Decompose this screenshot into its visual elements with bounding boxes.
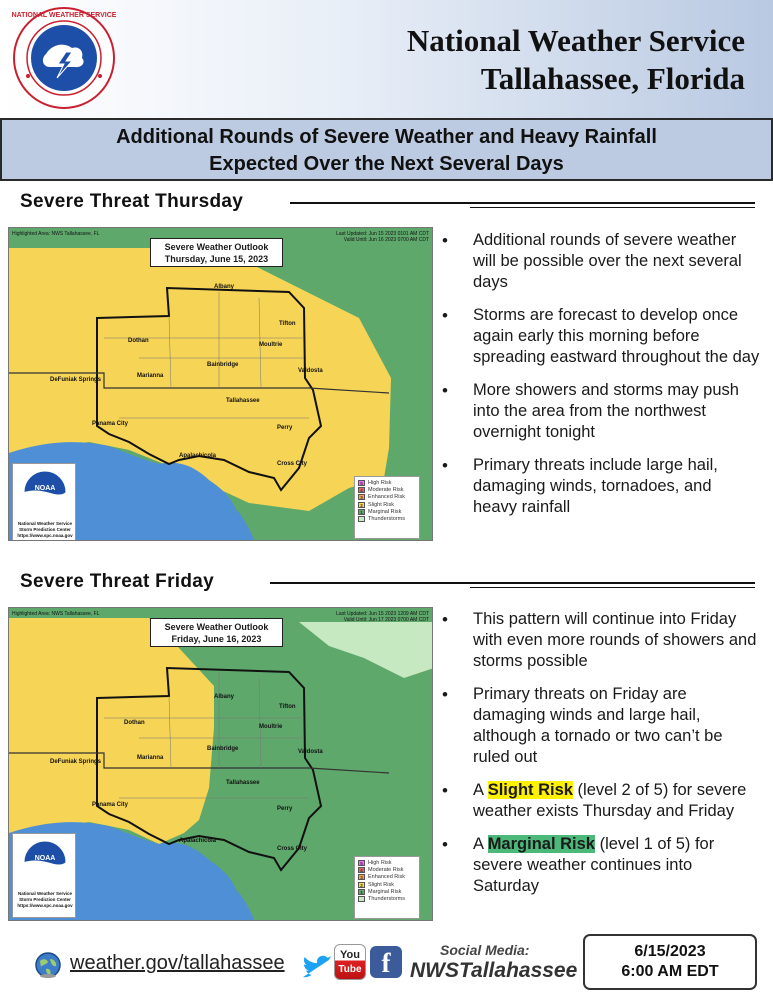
legend-row <box>358 486 416 493</box>
noaa-logo-icon <box>23 470 67 514</box>
risk-prefix: A <box>473 835 488 853</box>
section-rule <box>470 207 755 208</box>
website-link[interactable]: weather.gov/tallahassee <box>70 952 285 974</box>
city-label: Panama City <box>92 421 129 427</box>
city-label: Perry <box>277 806 293 812</box>
legend-row <box>358 888 416 895</box>
legend-swatch: 2 <box>358 502 365 508</box>
headline-banner <box>0 118 773 181</box>
city-label: Moultrie <box>259 342 283 348</box>
youtube-icon-text: Tube <box>338 964 362 975</box>
nws-logo <box>12 6 116 110</box>
legend-swatch <box>358 516 365 522</box>
noaa-logo-icon <box>23 840 67 884</box>
map-title: Severe Weather Outlook <box>164 622 269 632</box>
header-title <box>407 22 745 98</box>
section-heading-thursday: Severe Threat Thursday <box>20 191 244 212</box>
svg-text:NATIONAL WEATHER SERVICE: NATIONAL WEATHER SERVICE <box>12 12 116 19</box>
noaa-credit-box <box>12 463 76 541</box>
legend-swatch: 5 <box>358 860 365 866</box>
legend-row <box>358 859 416 866</box>
legend-label: Marginal Risk <box>368 888 402 895</box>
legend-row <box>358 895 416 902</box>
map-last-updated: Last Updated: Jun 15 2023 1209 AM CDT <box>336 611 429 617</box>
legend-row <box>358 866 416 873</box>
map-valid-until: Valid Until: Jun 17 2023 0700 AM CDT <box>343 617 429 623</box>
legend-row <box>358 494 416 501</box>
section-rule <box>470 587 755 588</box>
city-label: Dothan <box>124 720 145 726</box>
slight-risk-highlight: Slight Risk <box>487 781 573 799</box>
legend-swatch: 2 <box>358 882 365 888</box>
legend-label: Enhanced Risk <box>368 494 405 501</box>
city-label: Valdosta <box>298 749 323 755</box>
legend-label: Moderate Risk <box>368 486 404 493</box>
noaa-credit-box <box>12 833 76 918</box>
map-subtitle: Thursday, June 15, 2023 <box>164 254 269 264</box>
city-label: DeFuniak Springs <box>50 377 102 383</box>
legend-swatch: 1 <box>358 889 365 895</box>
section-rule <box>290 202 755 204</box>
legend-label: High Risk <box>368 479 392 486</box>
bullet-list-thursday <box>440 230 760 518</box>
bullet-item: • Primary threats on Friday are damaging winds and large hail, although a tornado or two can’t be ruled out <box>440 684 760 768</box>
city-label: Bainbridge <box>207 362 239 368</box>
facebook-icon[interactable]: f <box>370 946 402 978</box>
legend-swatch: 3 <box>358 874 365 880</box>
section-heading-friday: Severe Threat Friday <box>20 571 214 592</box>
legend-swatch: 5 <box>358 480 365 486</box>
map-last-updated: Last Updated: Jun 15 2023 0101 AM CDT <box>336 231 429 237</box>
map-title-box <box>150 238 283 267</box>
city-label: Valdosta <box>298 368 323 374</box>
city-label: Perry <box>277 425 293 431</box>
youtube-icon[interactable] <box>334 944 366 980</box>
city-label: Tifton <box>279 321 296 327</box>
noaa-credit-text <box>15 891 75 909</box>
city-label: Cross City <box>277 846 308 852</box>
legend-swatch: 1 <box>358 509 365 515</box>
headline-line2: Expected Over the Next Several Days <box>209 153 564 175</box>
issued-datetime-box <box>583 934 757 990</box>
issued-time: 6:00 AM EDT <box>621 963 719 980</box>
legend-label: Enhanced Risk <box>368 874 405 881</box>
outlook-map-thursday <box>8 227 433 541</box>
legend-swatch: 4 <box>358 487 365 493</box>
legend-row <box>358 874 416 881</box>
map-highlighted-area: Highlighted Area: NWS Tallahassee, FL <box>12 231 100 237</box>
map-title: Severe Weather Outlook <box>164 242 269 252</box>
noaa-line1: National Weather Service <box>18 521 72 526</box>
legend-label: Slight Risk <box>368 881 394 888</box>
svg-text:NOAA: NOAA <box>34 485 56 492</box>
bullet-item-marginal-risk <box>440 834 760 897</box>
section-rule <box>270 582 755 584</box>
legend-row <box>358 515 416 522</box>
map-title-box <box>150 618 283 647</box>
legend-label: Moderate Risk <box>368 866 404 873</box>
legend-row <box>358 501 416 508</box>
legend-row <box>358 479 416 486</box>
city-label: Albany <box>214 694 235 700</box>
city-label: Tallahassee <box>226 398 260 404</box>
svg-text:NOAA: NOAA <box>34 855 56 862</box>
map-highlighted-area: Highlighted Area: NWS Tallahassee, FL <box>12 611 100 617</box>
social-media-handle: NWSTallahassee <box>410 959 578 982</box>
legend-label: Slight Risk <box>368 501 394 508</box>
legend-label: High Risk <box>368 859 392 866</box>
legend-swatch <box>358 896 365 902</box>
legend-label: Marginal Risk <box>368 508 402 515</box>
risk-legend <box>354 856 420 919</box>
header-title-line2: Tallahassee, Florida <box>480 61 745 96</box>
header <box>0 0 773 118</box>
noaa-line3: https://www.spc.noaa.gov <box>17 533 73 538</box>
legend-swatch: 3 <box>358 494 365 500</box>
legend-label: Thunderstorms <box>368 516 405 523</box>
noaa-line2: Storm Prediction Center <box>19 527 71 532</box>
map-valid-until: Valid Until: Jun 16 2023 0700 AM CDT <box>343 237 429 243</box>
twitter-icon[interactable] <box>303 953 331 979</box>
city-label: Moultrie <box>259 724 283 730</box>
outlook-map-friday <box>8 607 433 921</box>
globe-icon <box>34 951 62 979</box>
city-label: DeFuniak Springs <box>50 759 102 765</box>
city-label: Tifton <box>279 704 296 710</box>
issued-date: 6/15/2023 <box>634 943 706 960</box>
bullet-item-slight-risk <box>440 780 760 822</box>
bullet-item: • More showers and storms may push into the area from the northwest overnight tonight <box>440 380 760 443</box>
bullet-list-friday <box>440 609 760 897</box>
marginal-risk-highlight: Marginal Risk <box>487 835 595 853</box>
risk-description: (level 1 of 5) for severe weather continues into Saturday <box>473 835 715 895</box>
risk-description: (level 2 of 5) for severe weather exists Thursday and Friday <box>473 781 747 820</box>
legend-swatch: 4 <box>358 867 365 873</box>
noaa-line3: https://www.spc.noaa.gov <box>17 903 73 908</box>
noaa-line1: National Weather Service <box>18 891 72 896</box>
city-label: Bainbridge <box>207 746 239 752</box>
headline-line1: Additional Rounds of Severe Weather and Heavy Rainfall <box>116 126 657 148</box>
legend-row <box>358 508 416 515</box>
risk-legend <box>354 476 420 539</box>
social-media-label: Social Media: <box>440 942 530 958</box>
city-label: Panama City <box>92 802 129 808</box>
header-title-line1: National Weather Service <box>406 23 745 58</box>
map-subtitle: Friday, June 16, 2023 <box>171 634 262 644</box>
youtube-icon-text: You <box>340 949 360 961</box>
bullet-item: • Primary threats include large hail, damaging winds, tornadoes, and heavy rainfall <box>440 455 760 518</box>
noaa-line2: Storm Prediction Center <box>19 897 71 902</box>
city-label: Apalachicola <box>179 838 217 844</box>
map-update-info <box>336 231 429 243</box>
map-update-info <box>336 611 429 623</box>
city-label: Cross City <box>277 461 308 467</box>
city-label: Dothan <box>128 338 149 344</box>
city-label: Marianna <box>137 373 164 379</box>
risk-prefix: A <box>473 781 488 799</box>
bullet-item: • This pattern will continue into Friday with even more rounds of showers and storms possible <box>440 609 760 672</box>
city-label: Marianna <box>137 755 164 761</box>
city-label: Tallahassee <box>226 780 260 786</box>
legend-row <box>358 881 416 888</box>
noaa-credit-text <box>15 521 75 539</box>
bullet-item: • Additional rounds of severe weather will be possible over the next several days <box>440 230 760 293</box>
legend-label: Thunderstorms <box>368 896 405 903</box>
city-label: Apalachicola <box>179 453 217 459</box>
bullet-item: • Storms are forecast to develop once again early this morning before spreading eastward throughout the day <box>440 305 760 368</box>
city-label: Albany <box>214 284 235 290</box>
